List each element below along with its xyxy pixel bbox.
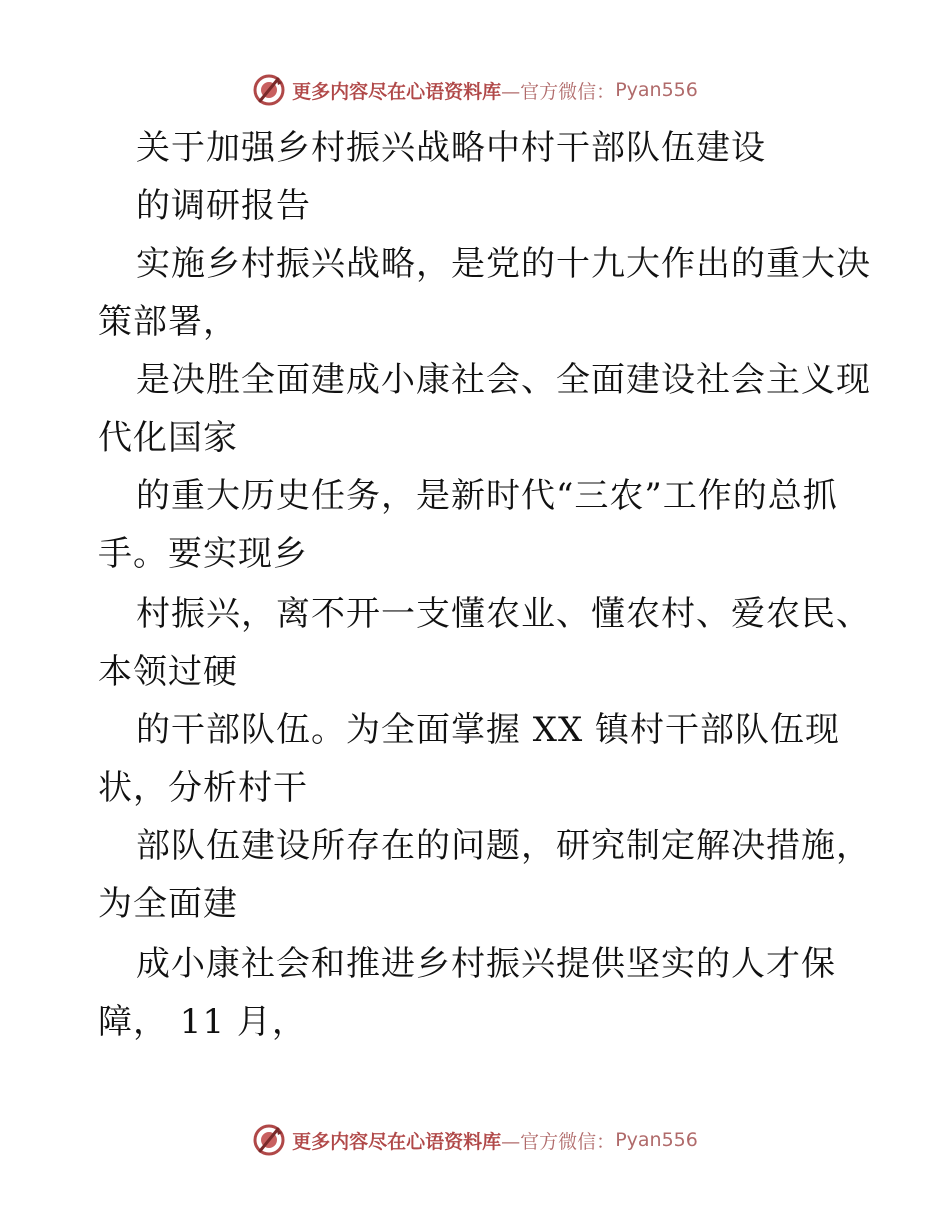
body-line: 代化国家 [98, 418, 238, 458]
watermark-main-text: 更多内容尽在心语资料库 [292, 80, 502, 103]
body-line: 手。要实现乡 [98, 534, 308, 574]
body-line: 为全面建 [98, 884, 238, 924]
body-line: 障， 11 月， [98, 1002, 307, 1042]
body-line: 部队伍建设所存在的问题，研究制定解决措施， [136, 826, 871, 866]
pen-seal-icon [252, 1123, 286, 1157]
watermark-account: Pyan556 [615, 79, 698, 101]
body-line: 的重大历史任务，是新时代“三农”工作的总抓 [136, 476, 838, 516]
body-line: 策部署， [98, 302, 238, 342]
body-line: 状，分析村干 [98, 768, 308, 808]
body-line: 的干部队伍。为全面掌握 XX 镇村干部队伍现 [136, 710, 841, 750]
body-line: 实施乡村振兴战略，是党的十九大作出的重大决 [136, 244, 871, 284]
body-line: 是决胜全面建成小康社会、全面建设社会主义现 [136, 360, 871, 400]
document-title-line-2: 的调研报告 [136, 186, 311, 226]
footer-watermark [0, 1120, 950, 1160]
watermark-separator: —官方微信： [501, 1130, 616, 1153]
body-line: 村振兴，离不开一支懂农业、懂农村、爱农民、 [136, 594, 871, 634]
document-title-line-1: 关于加强乡村振兴战略中村干部队伍建设 [136, 128, 766, 168]
body-line: 本领过硬 [98, 652, 238, 692]
watermark-account: Pyan556 [615, 1129, 698, 1151]
watermark-separator: —官方微信： [501, 80, 616, 103]
body-line: 成小康社会和推进乡村振兴提供坚实的人才保 [136, 944, 836, 984]
watermark-main-text: 更多内容尽在心语资料库 [292, 1130, 502, 1153]
